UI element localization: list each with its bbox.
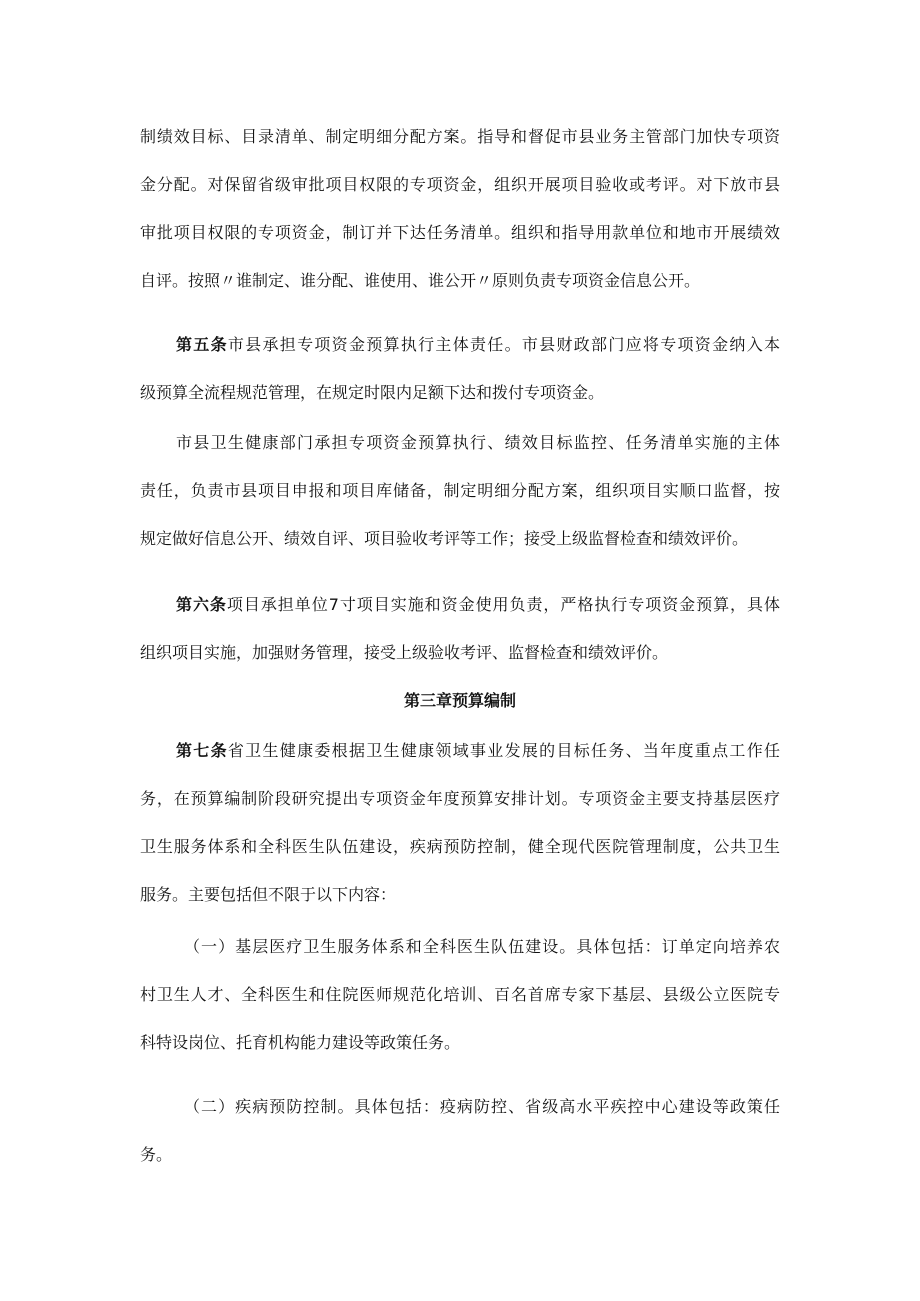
article-7-line [176,740,780,762]
paragraph-line: 规定做好信息公开、绩效自评、项目验收考评等工作；接受上级监督检查和绩效评价。 [140,529,749,548]
list-item-1-line: （一）基层医疗卫生服务体系和全科医生队伍建设。具体包括：订单定向培养农 [184,937,780,956]
paragraph-line: 责任，负责市县项目申报和项目库储备，制定明细分配方案，组织项目实顺口监督，按 [140,481,780,500]
article-7-heading: 第七条 [176,741,228,760]
article-5-heading: 第五条 [176,335,228,354]
article-6-heading: 第六条 [176,595,227,614]
article-5-line [176,334,780,356]
article-5-text: 市县承担专项资金预算执行主体责任。市县财政部门应将专项资金纳入本 [227,335,780,354]
chapter-heading: 第三章预算编制 [403,691,516,710]
list-item-2-line: （二）疾病预防控制。具体包括：疫病防控、省级高水平疾控中心建设等政策任 [184,1097,780,1116]
list-item-2-line: 务。 [140,1145,173,1164]
paragraph-line: 审批项目权限的专项资金，制订并下达任务清单。组织和指导用款单位和地市开展绩效 [140,223,780,242]
paragraph-line: 制绩效目标、目录清单、制定明细分配方案。指导和督促市县业务主管部门加快专项资 [140,127,780,146]
paragraph-line: 市县卫生健康部门承担专项资金预算执行、绩效目标监控、任务清单实施的主体 [176,433,780,452]
list-item-1-line: 村卫生人才、全科医生和住院医师规范化培训、百名首席专家下基层、县级公立医院专 [140,985,780,1004]
article-7-text: 省卫生健康委根据卫生健康领域事业发展的目标任务、当年度重点工作任 [227,741,780,760]
article-6-text: 项目承担单位7寸项目实施和资金使用负责，严格执行专项资金预算，具体 [226,595,780,614]
article-6-line: 组织项目实施，加强财务管理，接受上级验收考评、监督检查和绩效评价。 [140,643,669,662]
article-7-line: 务，在预算编制阶段研究提出专项资金年度预算安排计划。专项资金主要支持基层医疗 [140,789,780,808]
article-7-line: 服务。主要包括但不限于以下内容： [140,885,397,904]
article-7-line: 卫生服务体系和全科医生队伍建设，疾病预防控制，健全现代医院管理制度，公共卫生 [140,837,780,856]
list-item-1-line: 科特设岗位、托育机构能力建设等政策任务。 [140,1033,461,1052]
article-6-line [176,594,780,616]
paragraph-line: 自评。按照〃谁制定、谁分配、谁使用、谁公开〃原则负责专项资金信息公开。 [140,271,701,290]
paragraph-line: 金分配。对保留省级审批项目权限的专项资金，组织开展项目验收或考评。对下放市县 [140,175,780,194]
article-5-line: 级预算全流程规范管理，在规定时限内足额下达和拨付专项资金。 [140,383,605,402]
